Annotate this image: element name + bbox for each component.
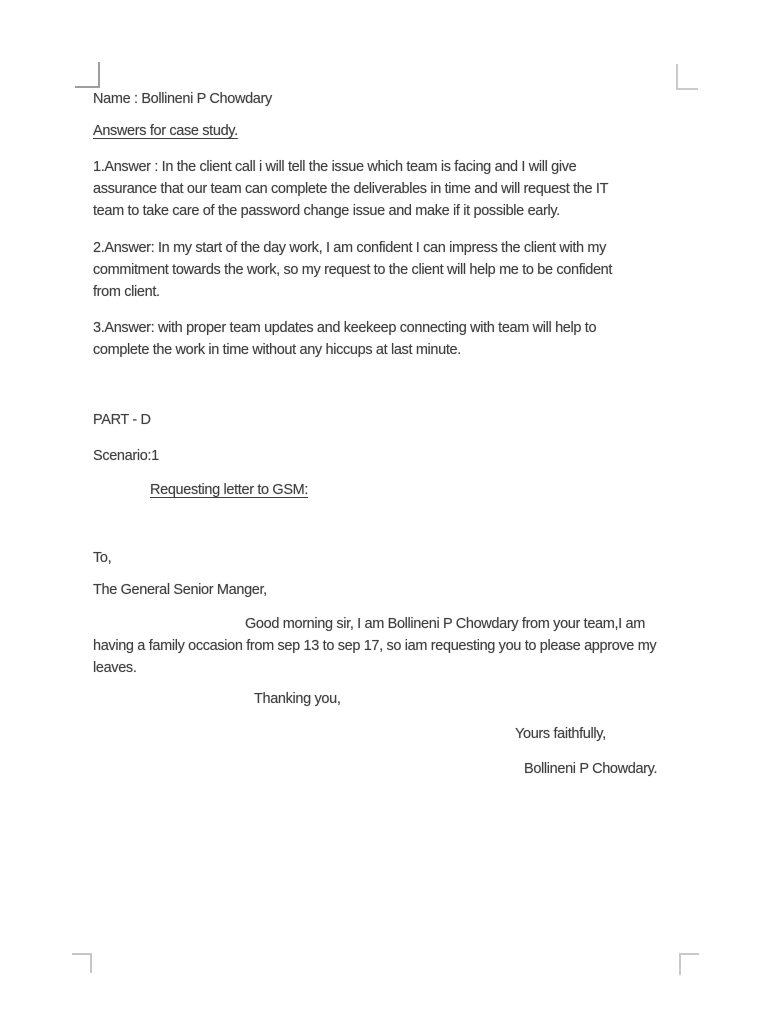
- answer-3-line-1: 3.Answer: with proper team updates and keekeep connecting with team will help to: [93, 320, 597, 336]
- letter-heading: Requesting letter to GSM:: [150, 482, 309, 498]
- letter-signature-line: Bollineni P Chowdary.: [524, 761, 658, 777]
- part-heading: PART - D: [93, 412, 151, 428]
- answer-1-line-3: team to take care of the password change issue and make if it possible early.: [93, 203, 560, 219]
- name-line: Name : Bollineni P Chowdary: [93, 91, 272, 107]
- answer-2-line-2: commitment towards the work, so my request to the client will help me to be confident: [93, 262, 613, 278]
- letter-body-paragraph: [93, 613, 693, 679]
- text-boundary-mark-bottom-right: [679, 953, 699, 975]
- answer-1-line-1: 1.Answer : In the client call i will tell the issue which team is facing and I will give: [93, 159, 577, 175]
- answers-heading: Answers for case study.: [93, 123, 238, 139]
- document-content: [93, 88, 693, 780]
- letter-closing-line: Thanking you,: [254, 691, 341, 707]
- text-boundary-mark-top-left: [75, 62, 100, 88]
- text-boundary-mark-top-right: [676, 64, 698, 90]
- answer-2-line-3: from client.: [93, 284, 160, 300]
- letter-body-line-3: leaves.: [93, 660, 137, 676]
- scenario-label: Scenario:1: [93, 448, 159, 464]
- text-boundary-mark-bottom-left: [72, 953, 92, 973]
- answer-1-line-2: assurance that our team can complete the deliverables in time and will request the IT: [93, 181, 609, 197]
- answer-2-line-1: 2.Answer: In my start of the day work, I am confident I can impress the client with my: [93, 240, 607, 256]
- letter-body-line-1: Good morning sir, I am Bollineni P Chowdary from your team,I am: [245, 616, 645, 632]
- letter-body-line-2: having a family occasion from sep 13 to sep 17, so iam requesting you to please approve my: [93, 638, 657, 654]
- letter-to-line: To,: [93, 550, 112, 566]
- answer-2-paragraph: [93, 237, 693, 303]
- answer-3-paragraph: [93, 317, 693, 361]
- answer-3-line-2: complete the work in time without any hiccups at last minute.: [93, 342, 461, 358]
- letter-recipient-line: The General Senior Manger,: [93, 582, 267, 598]
- answer-1-paragraph: [93, 156, 693, 222]
- letter-signoff-line: Yours faithfully,: [515, 726, 606, 742]
